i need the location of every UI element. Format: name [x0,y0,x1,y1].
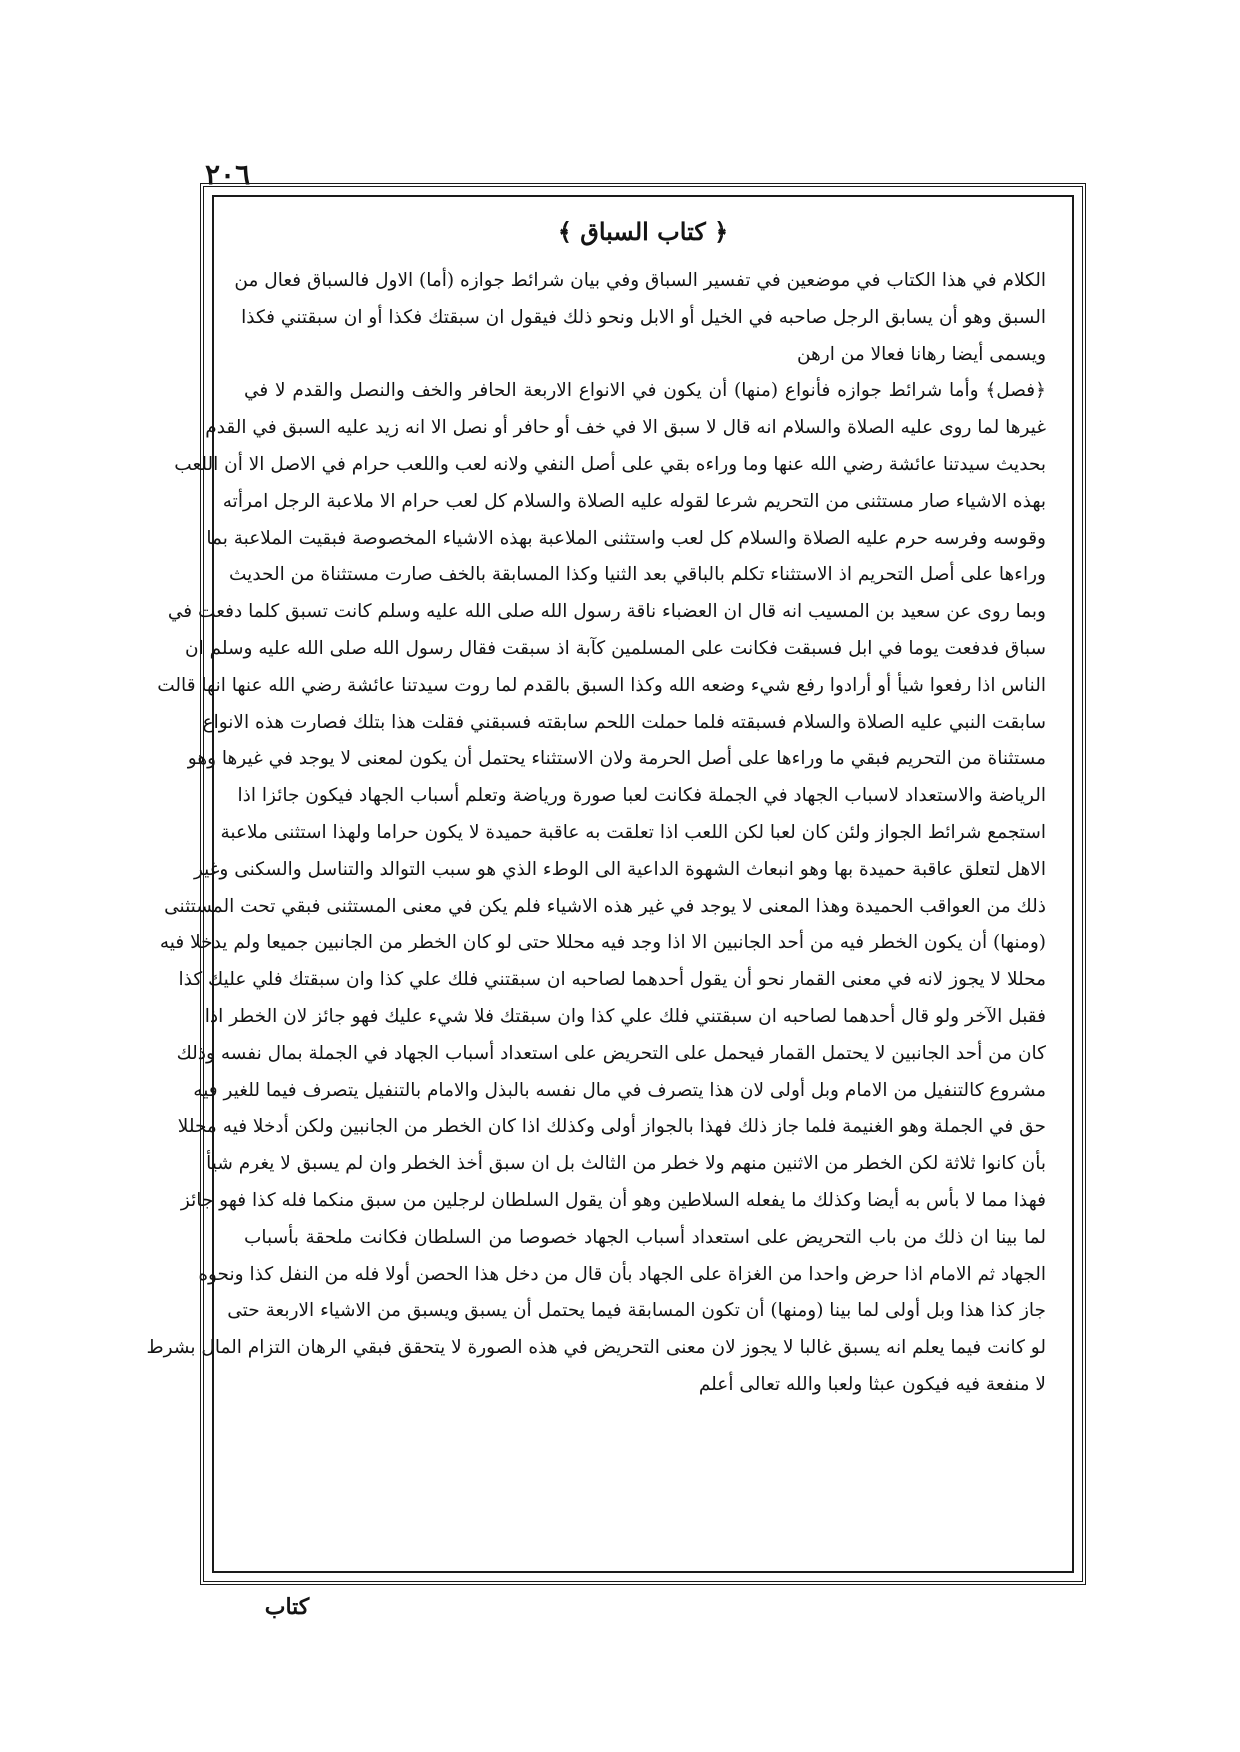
text-line: مشروع كالتنفيل من الامام وبل أولى لان هذا يتصرف في مال نفسه بالبذل والامام بالتنفيل يتصرف فيما للغير فيه [193,1079,1046,1101]
text-line: وبما روى عن سعيد بن المسيب انه قال ان العضباء ناقة رسول الله صلى الله عليه وسلم كانت تسبق كلما دفعت في [167,601,1046,623]
text-line: الجهاد ثم الامام اذا حرض واحدا من الغزاة على الجهاد بأن قال من دخل هذا الحصن أولا فله من النفل كذا ونحوه [198,1263,1046,1285]
catchword: كتاب [264,1594,310,1620]
text-line: محللا لا يجوز لانه في معنى القمار نحو أن يقول أحدهما لصاحبه ان سبقتني فلك علي كذا وان سبقتك فلي عليك كذا [178,969,1046,991]
text-frame [146,183,1086,1585]
text-line: ﴿فصل﴾ وأما شرائط جوازه فأنواع (منها) أن يكون في الانواع الاربعة الحافر والخف والنصل والقدم لا في [244,380,1046,402]
body-text [146,263,1046,1404]
text-line: غيرها لما روى عليه الصلاة والسلام انه قال لا سبق الا في خف أو حافر أو نصل الا انه زيد عليه السبق في القدم [205,417,1046,439]
text-line: حق في الجملة وهو الغنيمة فلما جاز ذلك فهذا بالجواز أولى وكذلك اذا كان الخطر من الجانبين ولكن أدخلا فيه محللا [177,1116,1046,1138]
text-line: الكلام في هذا الكتاب في موضعين في تفسير السباق وفي بيان شرائط جوازه (أما) الاول فالسباق فعال من [234,270,1046,291]
text-line: وقوسه وفرسه حرم عليه الصلاة والسلام كل لعب واستثنى الملاعبة بهذه الاشياء المخصوصة فبقيت الملاعبة بما [206,527,1046,549]
text-line: جاز كذا هذا وبل أولى لما بينا (ومنها) أن تكون المسابقة فيما يحتمل أن يسبق ويسبق من الاشياء الاربعة حتى [227,1300,1046,1322]
text-line: كان من أحد الجانبين لا يحتمل القمار فيحمل على التحريض على استعداد أسباب الجهاد في الجملة بمال نفسه وذلك [176,1042,1046,1064]
text-line: الناس اذا رفعوا شيأ أو أرادوا رفع شيء وضعه الله وكذا السبق بالقدم لما روت سيدتنا عائشة رضي الله عنها انها قالت [157,674,1046,696]
chapter-title: ﴿ كتاب السباق ﴾ [557,217,729,246]
text-line: وراءها على أصل التحريم اذ الاستثناء تكلم بالباقي بعد الثنيا وكذا المسابقة بالخف صارت مستثناة من الحديث [229,564,1046,586]
text-line: الرياضة والاستعداد لاسباب الجهاد في الجملة فكانت لعبا صورة ورياضة وتعلم أسباب الجهاد فيكون جائزا اذا [237,785,1046,807]
text-line: فقبل الآخر ولو قال أحدهما لصاحبه ان سبقتني فلك علي كذا وان سبقتك فلا شيء عليك فهو جائز لان الخطر اذا [204,1005,1046,1027]
text-line: مستثناة من التحريم فبقي ما وراءها على أصل الحرمة ولان الاستثناء يحتمل أن يكون لمعنى لا يوجد في غيرها وهو [187,748,1046,770]
text-frame-inner-border [146,195,1074,1573]
text-line: لما بينا ان ذلك من باب التحريض على استعداد أسباب الجهاد خصوصا من السلطان فكانت ملحقة بأسباب [244,1226,1046,1248]
text-line: الاهل لتعلق عاقبة حميدة بها وهو انبعاث الشهوة الداعية الى الوطء الذي هو سبب التوالد والتناسل والسكنى وغير [193,858,1046,880]
text-line: السبق وهو أن يسابق الرجل صاحبه في الخيل أو الابل ونحو ذلك فيقول ان سبقتك فكذا أو ان سبقتني فكذا [241,306,1046,328]
text-line: سباق فدفعت يوما في ابل فسبقت فكانت على المسلمين كآبة اذ سبقت فقال رسول الله صلى الله عليه وسلم ان [185,637,1046,659]
text-line: استجمع شرائط الجواز ولئن كان لعبا لكن اللعب اذا تعلقت به عاقبة حميدة لا يكون حراما ولهذا استثنى ملاعبة [220,821,1046,843]
text-line: فهذا مما لا بأس به أيضا وكذلك ما يفعله السلاطين وهو أن يقول السلطان لرجلين من سبق منكما فله كذا فهو جائز [180,1189,1046,1211]
text-line: سابقت النبي عليه الصلاة والسلام فسبقته فلما حملت اللحم سابقته فسبقني فقلت هذا بتلك فصارت هذه الانواع [202,711,1046,733]
text-line: لا منفعة فيه فيكون عبثا ولعبا والله تعالى أعلم [698,1373,1046,1395]
text-line: بهذه الاشياء صار مستثنى من التحريم شرعا لقوله عليه الصلاة والسلام كل لعب حرام الا ملاعبة الرجل امرأته [222,490,1046,512]
text-line: بأن كانوا ثلاثة لكن الخطر من الاثنين منهم ولا خطر من الثالث بل ان سبق أخذ الخطر وان لم يسبق لا يغرم شيأ [206,1153,1046,1175]
text-line: (ومنها) أن يكون الخطر فيه من أحد الجانبين الا اذا وجد فيه محللا حتى لو كان الخطر من الجانبين جميعا ولم يدخلا فيه [159,932,1046,954]
text-line: ويسمى أيضا رهانا فعالا من ارهن [796,343,1046,365]
page-number: ٢٠٦ [205,158,251,191]
text-line: ذلك من العواقب الحميدة وهذا المعنى لا يوجد في غير هذه الاشياء فلم يكن في معنى المستثنى فبقي تحت المستثنى [164,895,1046,917]
text-line: بحديث سيدتنا عائشة رضي الله عنها وما وراءه بقي على أصل النفي ولانه لعب واللعب حرام في الاصل الا أن اللعب [174,453,1046,475]
text-line: لو كانت فيما يعلم انه يسبق غالبا لا يجوز لان معنى التحريض في هذه الصورة لا يتحقق فبقي الرهان التزام المال بشرط [146,1337,1046,1359]
